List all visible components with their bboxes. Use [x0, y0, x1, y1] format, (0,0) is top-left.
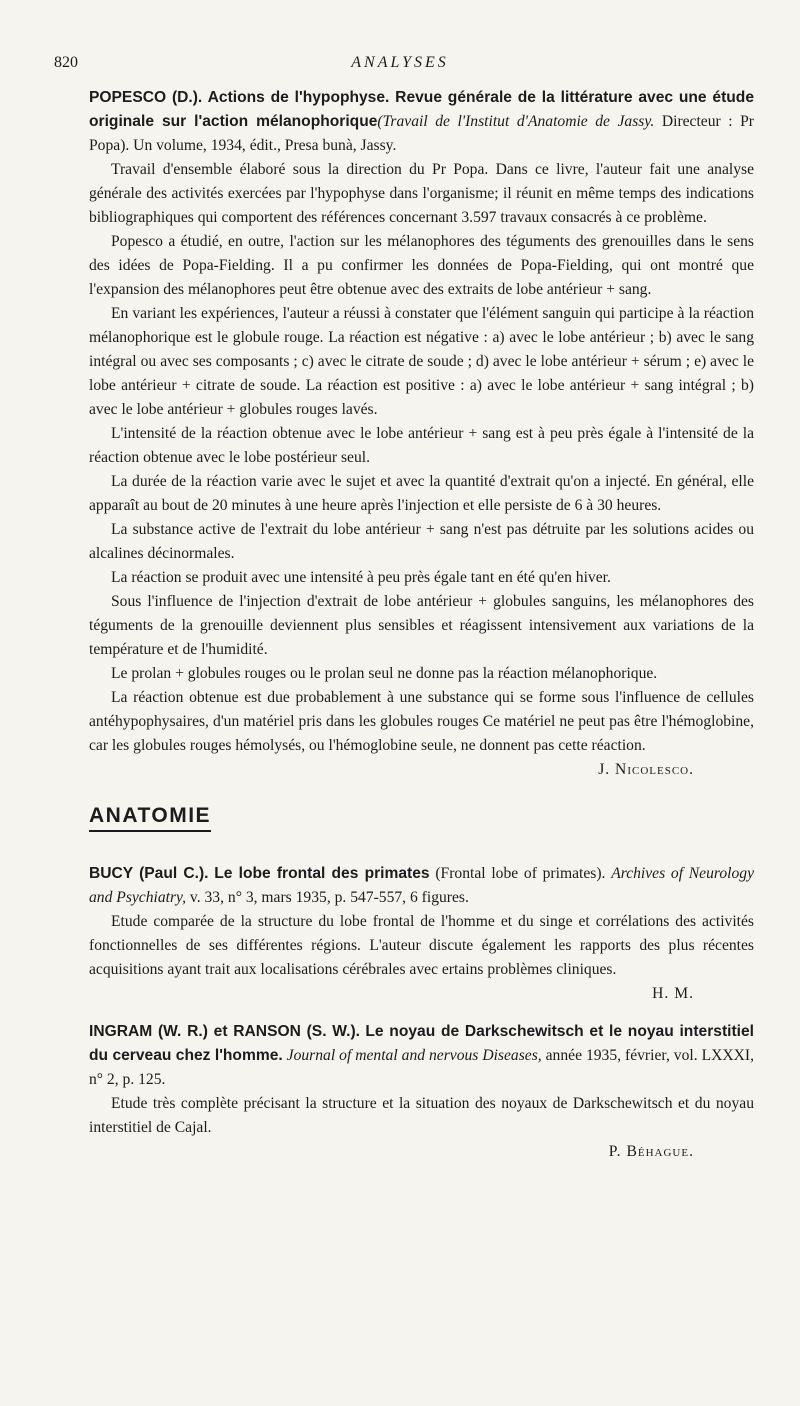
entry-publication: (Travail de l'Institut d'Anatomie de Jassy.	[377, 113, 655, 130]
section-title: ANATOMIE	[89, 804, 211, 832]
paragraph: La réaction se produit avec une intensité à peu près égale tant en été qu'en hiver.	[111, 569, 611, 586]
entry-details: Directeur : Pr Popa). Un volume, 1934, édit., Presa bunà, Jassy.	[89, 113, 754, 154]
paragraph	[89, 1092, 754, 1140]
paragraph: Le prolan + globules rouges ou le prolan seul ne donne pas la réaction mélanophorique.	[111, 665, 658, 682]
entry-author: BUCY (Paul C.).	[89, 865, 209, 882]
paragraph: Etude comparée de la structure du lobe frontal de l'homme et du singe et corrélations des activités fonctionnelles de ses différentes régions. L'auteur discute également les rapports des plus récentes acquisitions ayant trait aux localisations cérébrales avec ertains problèmes cliniques.	[89, 913, 754, 978]
paragraph-text: Etude très complète précisant la structure et la situation des noyaux de Darkschewitsch et du noyau interstitiel de Cajal.	[89, 1095, 754, 1136]
paragraph: L'intensité de la réaction obtenue avec le lobe antérieur + sang est à peu près égale à l'intensité de la réaction obtenue avec le lobe postérieur seul.	[89, 425, 754, 466]
entry-details: v. 33, n° 3, mars 1935, p. 547-557, 6 figures.	[189, 889, 469, 906]
paragraph: Sous l'influence de l'injection d'extrait de lobe antérieur + globules sanguins, les mélanophores des téguments de la grenouille deviennent plus sensibles et réagissent intensivement aux variations de la température et de l'humidité.	[89, 593, 754, 658]
entry-journal: Journal of mental and nervous Diseases,	[286, 1047, 542, 1064]
entry-title: Le noyau de Darkschewitsch et le noyau interstitiel du cerveau chez l'homme.	[89, 1023, 754, 1064]
entry-title: Actions de l'hypophyse. Revue générale de la littérature avec une étude originale sur l'action mélanophorique	[89, 89, 754, 130]
paragraph: Popesco a étudié, en outre, l'action sur les mélanophores des téguments des grenouilles dans le sens des idées de Popa-Fielding. Il a pu confirmer les données de Popa-Fielding, qui ont montré que l'expansion des mélanophores peut être obtenue avec des extraits de lobe antérieur + sang.	[89, 233, 754, 298]
paragraph: La réaction obtenue est due probablement à une substance qui se forme sous l'influence de cellules antéhypophysaires, d'un matériel pris dans les globules rouges Ce matériel ne peut pas être l'hémoglobine, car les globules rouges hémolysés, ou l'hémoglobine seule, ne donnent pas cette réaction.	[89, 689, 754, 754]
running-header	[54, 54, 746, 76]
article-body	[89, 86, 754, 1164]
reviewer-signature: H. M.	[652, 985, 694, 1002]
entry-author: POPESCO (D.).	[89, 89, 203, 106]
entry-popesco-citation	[89, 86, 754, 158]
reviewer-signature: J. Nicolesco.	[598, 761, 694, 778]
entry-translation: (Frontal lobe of primates).	[435, 865, 606, 882]
page-number: 820	[54, 54, 78, 71]
paragraph: Travail d'ensemble élaboré sous la direction du Pr Popa. Dans ce livre, l'auteur fait une analyse générale des activités exercées par l'hypophyse dans l'organisme; il réunit en même temps des indications bibliographiques qui comportent des références concernant 3.597 travaux consacrés à ce problème.	[89, 161, 754, 226]
reviewer-signature: P. Béhague.	[608, 1143, 694, 1160]
entry-author: INGRAM (W. R.) et RANSON (S. W.).	[89, 1023, 361, 1040]
paragraph: En variant les expériences, l'auteur a réussi à constater que l'élément sanguin qui participe à la réaction mélanophorique est le globule rouge. La réaction est négative : a) avec le lobe antérieur ; b) avec le sang intégral ou avec ses composants ; c) avec le citrate de soude ; d) avec le lobe antérieur + sérum ; e) avec le lobe antérieur + citrate de soude. La réaction est positive : a) avec le lobe antérieur + sang intégral ; b) avec le lobe antérieur + globules rouges lavés.	[89, 305, 754, 418]
entry-ingram-citation	[89, 1020, 754, 1092]
running-title: ANALYSES	[351, 54, 449, 71]
entry-title: Le lobe frontal des primates	[214, 865, 430, 882]
entry-journal: Archives of Neurology and Psychiatry,	[89, 865, 755, 906]
paragraph: La substance active de l'extrait du lobe antérieur + sang n'est pas détruite par les solutions acides ou alcalines décinormales.	[89, 521, 754, 562]
section-heading	[89, 804, 754, 832]
paragraph: La durée de la réaction varie avec le sujet et avec la quantité d'extrait qu'on a injecté. En général, elle apparaît au bout de 20 minutes à une heure après l'injection et elle persiste de 6 à 30 heures.	[89, 473, 754, 514]
entry-details: année 1935, février, vol. LXXXI, n° 2, p. 125.	[89, 1047, 754, 1088]
entry-bucy-citation	[89, 862, 754, 910]
